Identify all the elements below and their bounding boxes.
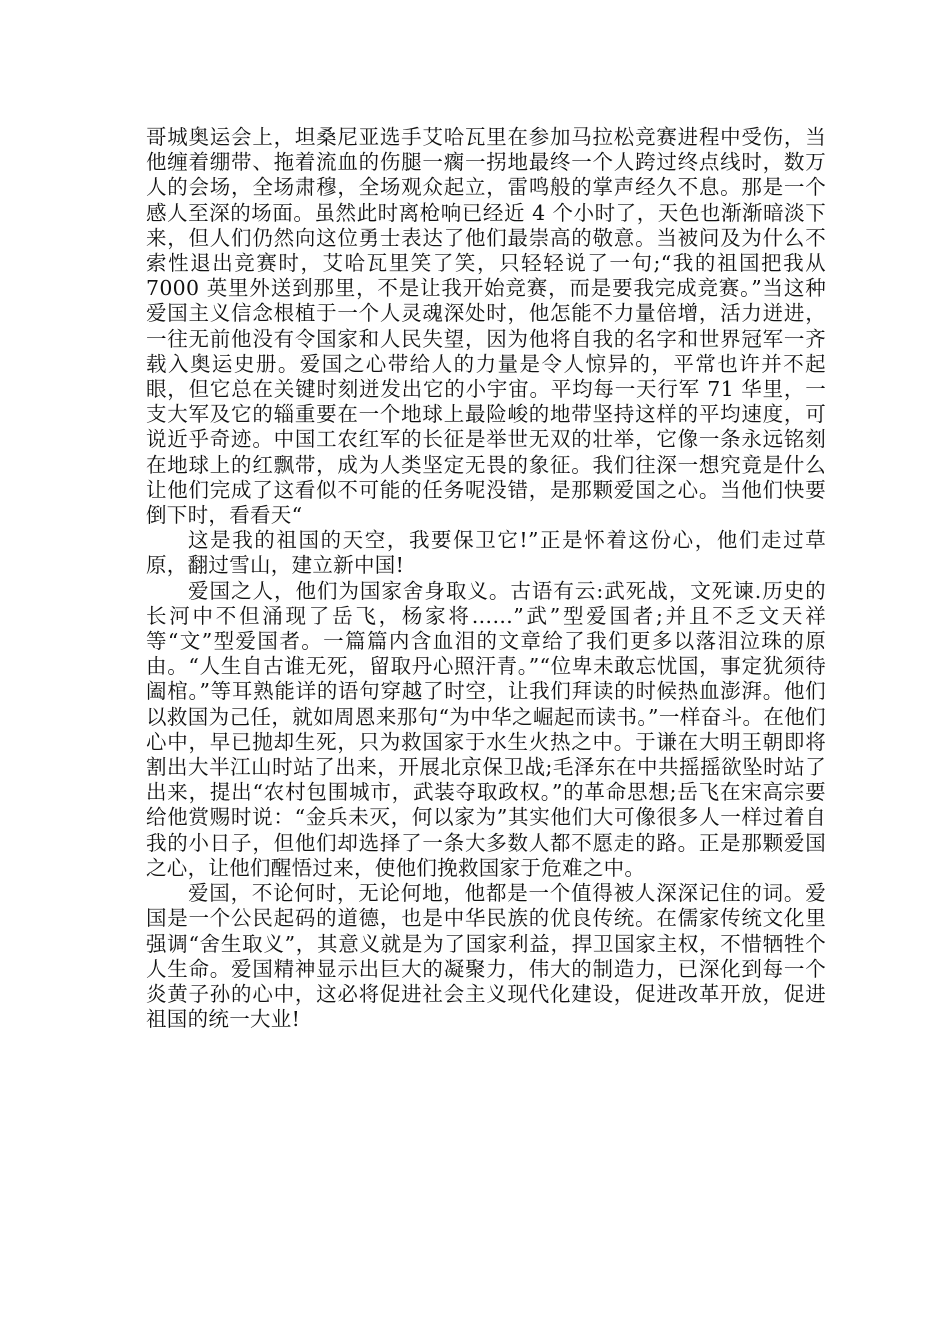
document-body <box>146 125 826 1032</box>
paragraph-1: 哥城奥运会上，坦桑尼亚选手艾哈瓦里在参加马拉松竞赛进程中受伤，当他缠着绷带、拖着流血的伤腿一瘸一拐地最终一个人跨过终点线时，数万人的会场，全场肃穆，全场观众起立，雷鸣般的掌声经久不息。那是一个感人至深的场面。虽然此时离枪响已经近 4 个小时了，天色也渐渐暗淡下来，但人们仍然向这位勇士表达了他们最崇高的敬意。当被问及为什么不索性退出竞赛时，艾哈瓦里笑了笑，只轻轻说了一句;“我的祖国把我从 7000 英里外送到那里，不是让我开始竞赛，而是要我完成竞赛。”当这种爱国主义信念根植于一个人灵魂深处时，他怎能不力量倍增，活力迸进，一往无前他没有令国家和人民失望，因为他将自我的名字和世界冠军一齐载入奥运史册。爱国之心带给人的力量是令人惊异的，平常也许并不起眼，但它总在关键时刻迸发出它的小宇宙。平均每一天行军 71 华里，一支大军及它的辎重要在一个地球上最险峻的地带坚持这样的平均速度，可说近乎奇迹。中国工农红军的长征是举世无双的壮举，它像一条永远铭刻在地球上的红飘带，成为人类坚定无畏的象征。我们往深一想究竟是什么让他们完成了这看似不可能的任务呢没错，是那颗爱国之心。当他们快要倒下时，看看天“ <box>146 125 826 528</box>
paragraph-4: 爱国，不论何时，无论何地，他都是一个值得被人深深记住的词。爱国是一个公民起码的道德，也是中华民族的优良传统。在儒家传统文化里强调“舍生取义”，其意义就是为了国家利益，捍卫国家主权，不惜牺牲个人生命。爱国精神显示出巨大的凝聚力，伟大的制造力，已深化到每一个炎黄子孙的心中，这必将促进社会主义现代化建设，促进改革开放，促进祖国的统一大业! <box>146 881 826 1032</box>
paragraph-3: 爱国之人，他们为国家舍身取义。古语有云:武死战，文死谏.历史的长河中不但涌现了岳飞，杨家将……”武”型爱国者;并且不乏文天祥等“文”型爱国者。一篇篇内含血泪的文章给了我们更多以落泪泣珠的原由。“人生自古谁无死，留取丹心照汗青。”“位卑未敢忘忧国，事定犹须待阖棺。”等耳熟能详的语句穿越了时空，让我们拜读的时候热血澎湃。他们以救国为己任，就如周恩来那句“为中华之崛起而读书。”一样奋斗。在他们心中，早已抛却生死，只为救国家于水生火热之中。于谦在大明王朝即将割出大半江山时站了出来，开展北京保卫战;毛泽东在中共摇摇欲坠时站了出来，提出“农村包围城市，武装夺取政权。”的革命思想;岳飞在宋高宗要给他赏赐时说：“金兵未灭，何以家为”其实他们大可像很多人一样过着自我的小日子，但他们却选择了一条大多数人都不愿走的路。正是那颗爱国之心，让他们醒悟过来，使他们挽救国家于危难之中。 <box>146 578 826 880</box>
paragraph-2: 这是我的祖国的天空，我要保卫它!”正是怀着这份心，他们走过草原，翻过雪山，建立新中国! <box>146 528 826 578</box>
